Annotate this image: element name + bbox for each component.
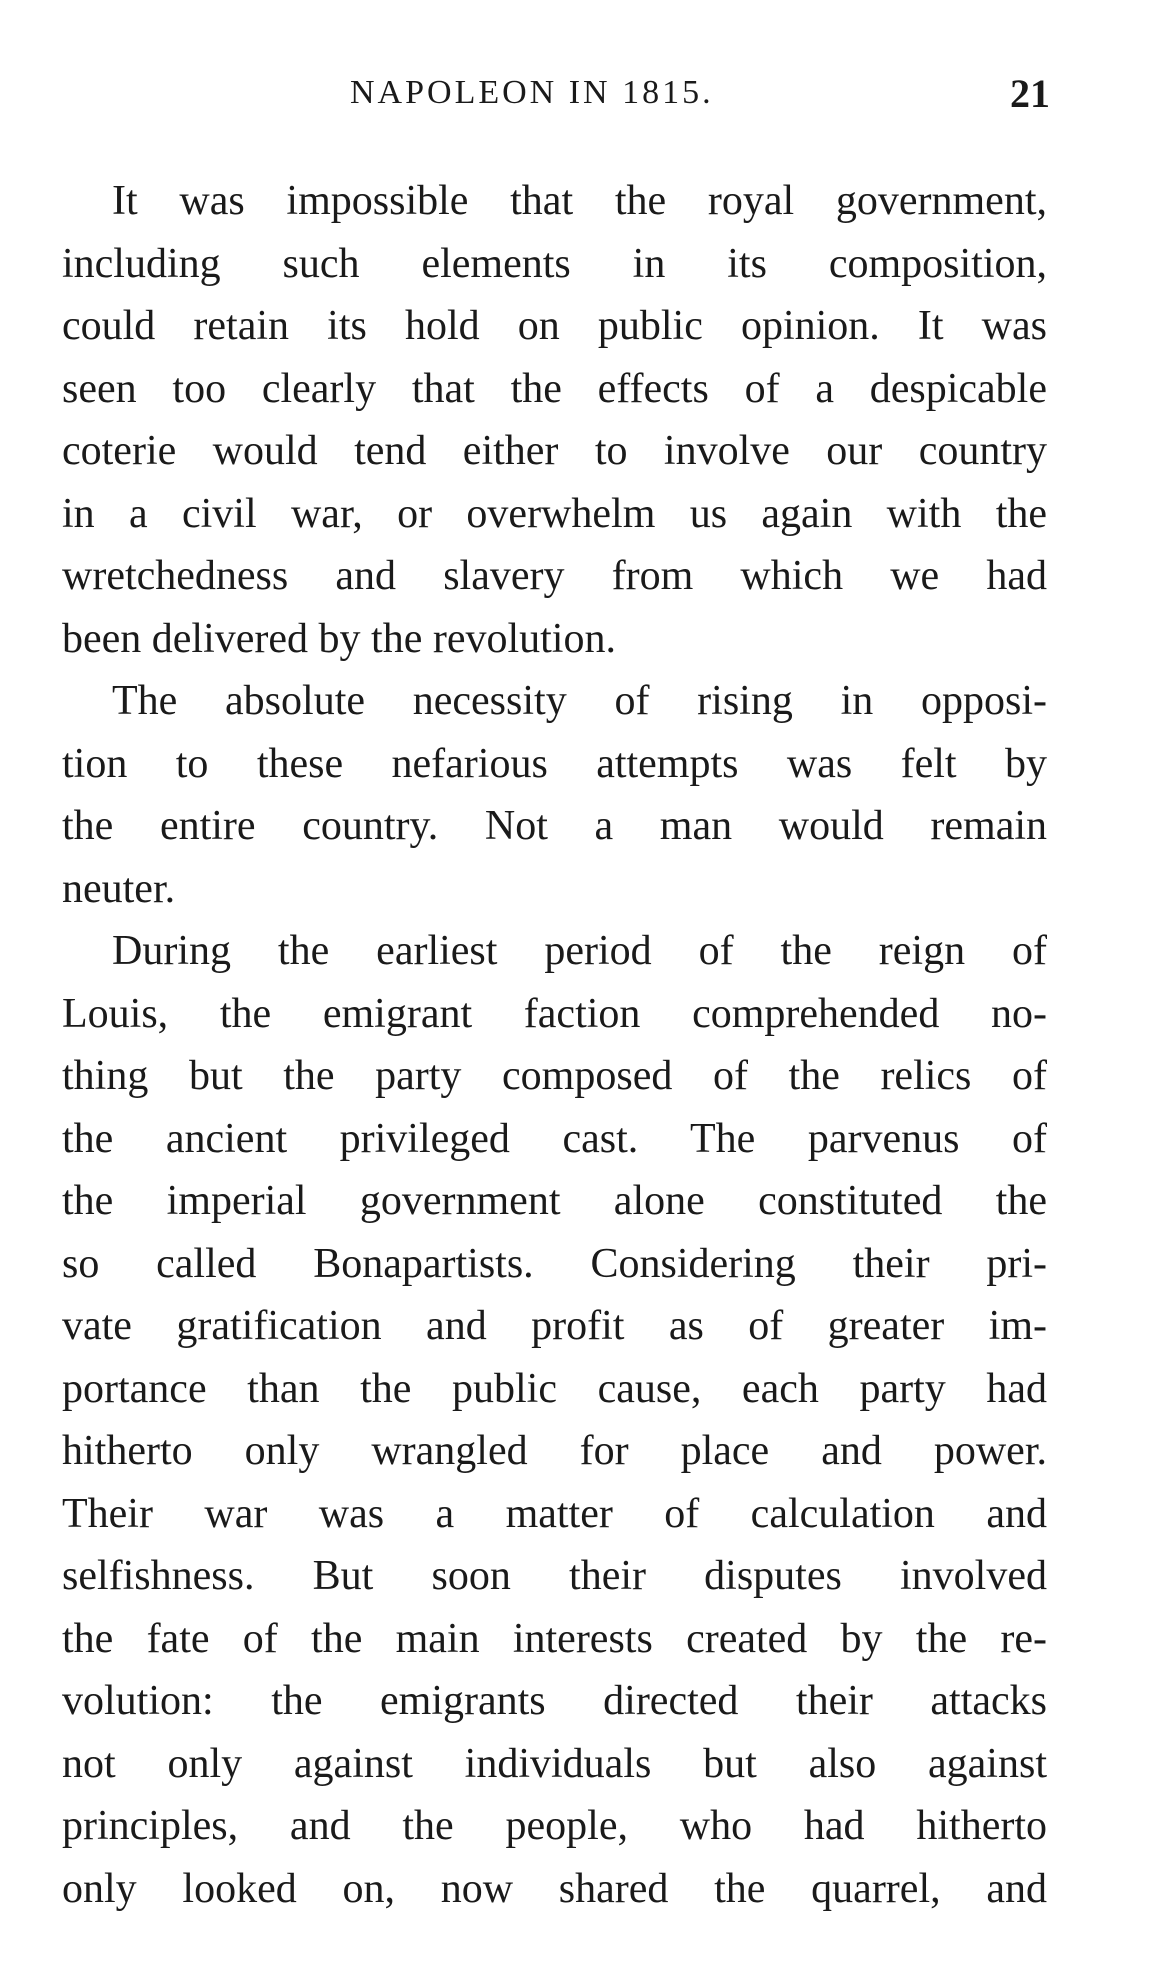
text-line: tion to these nefarious attempts was felt by [62, 740, 1047, 787]
text-line: vate gratification and profit as of greater im- [62, 1303, 1047, 1349]
text-line: Their war was a matter of calculation and [62, 1490, 1047, 1537]
text-line: volution: the emigrants directed their attacks [62, 1678, 1047, 1724]
text-line: hitherto only wrangled for place and power. [62, 1428, 1047, 1474]
text-line: coterie would tend either to involve our country [62, 428, 1047, 474]
text-line: so called Bonapartists. Considering their pri- [62, 1240, 1047, 1287]
text-line: Louis, the emigrant faction comprehended no- [62, 990, 1047, 1037]
text-line: selfishness. But soon their disputes involved [62, 1553, 1047, 1599]
paragraph-2 [62, 670, 1047, 920]
text-line: the fate of the main interests created by the re- [62, 1615, 1047, 1662]
paragraph-1 [62, 170, 1047, 670]
text-line: The absolute necessity of rising in opposi- [112, 678, 1047, 724]
text-line: During the earliest period of the reign of [112, 928, 1047, 974]
text-line: could retain its hold on public opinion. It was [62, 303, 1047, 349]
text-line: wretchedness and slavery from which we had [62, 553, 1047, 599]
text-line: It was impossible that the royal government, [112, 178, 1047, 224]
text-line: the ancient privileged cast. The parvenus of [62, 1115, 1047, 1162]
text-line: only looked on, now shared the quarrel, and [62, 1865, 1047, 1912]
running-title: NAPOLEON IN 1815. [350, 74, 714, 111]
page-number: 21 [1010, 71, 1050, 116]
body-text [62, 170, 1047, 1920]
text-line: thing but the party composed of the relics of [62, 1053, 1047, 1099]
text-line: portance than the public cause, each party had [62, 1365, 1047, 1412]
text-line: the imperial government alone constituted the [62, 1178, 1047, 1224]
text-line: been delivered by the revolution. [62, 615, 616, 662]
text-line: seen too clearly that the effects of a despicable [62, 365, 1047, 412]
text-line: in a civil war, or overwhelm us again with the [62, 490, 1047, 537]
text-line: not only against individuals but also against [62, 1740, 1047, 1787]
text-line: including such elements in its composition, [62, 240, 1047, 287]
text-line: neuter. [62, 865, 176, 912]
text-line: the entire country. Not a man would remain [62, 803, 1047, 849]
text-line: principles, and the people, who had hitherto [62, 1803, 1047, 1849]
paragraph-3 [62, 920, 1047, 1920]
running-head [60, 71, 1050, 124]
